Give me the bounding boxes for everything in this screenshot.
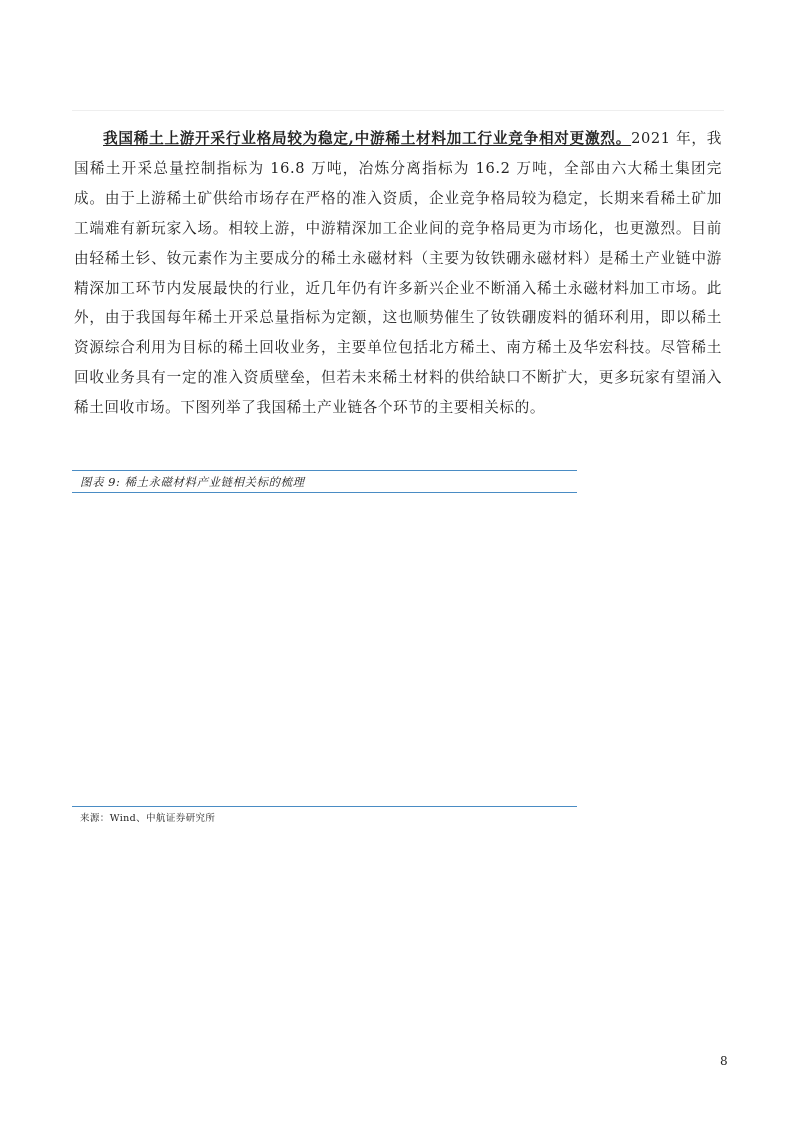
body-paragraph [74,124,722,423]
figure-source-note: 来源：Wind、中航证券研究所 [80,813,216,824]
figure-caption-bottom-rule [72,492,577,493]
figure-caption: 图表 9: 稀土永磁材料产业链相关标的梳理 [80,475,305,489]
figure-caption-top-rule [72,470,577,471]
figure-image-area [72,494,577,805]
figure-source-rule [72,806,577,807]
page-number: 8 [720,1054,728,1068]
paragraph-lead-sentence: 我国稀土上游开采行业格局较为稳定,中游稀土材料加工行业竞争相对更激烈。 [103,130,632,147]
header-divider [72,110,724,111]
paragraph-body-text: 2021 年，我国稀土开采总量控制指标为 16.8 万吨，冶炼分离指标为 16.2 万吨，全部由六大稀土集团完成。由于上游稀土矿供给市场存在严格的准入资质，企业竞争格局较为稳定，长期来看稀土矿加工端难有新玩家入场。相较上游，中游精深加工企业间的竞争格局更为市场化，也更激烈。目前由轻稀土钐、钕元素作为主要成分的稀土永磁材料（主要为钕铁硼永磁材料）是稀土产业链中游精深加工环节内发展最快的行业，近几年仍有许多新兴企业不断涌入稀土永磁材料加工市场。此外，由于我国每年稀土开采总量指标为定额，这也顺势催生了钕铁硼废料的循环利用，即以稀土资源综合利用为目标的稀土回收业务，主要单位包括北方稀土、南方稀土及华宏科技。尽管稀土回收业务具有一定的准入资质壁垒，但若未来稀土材料的供给缺口不断扩大，更多玩家有望涌入稀土回收市场。下图列举了我国稀土产业链各个环节的主要相关标的。 [74,130,722,417]
